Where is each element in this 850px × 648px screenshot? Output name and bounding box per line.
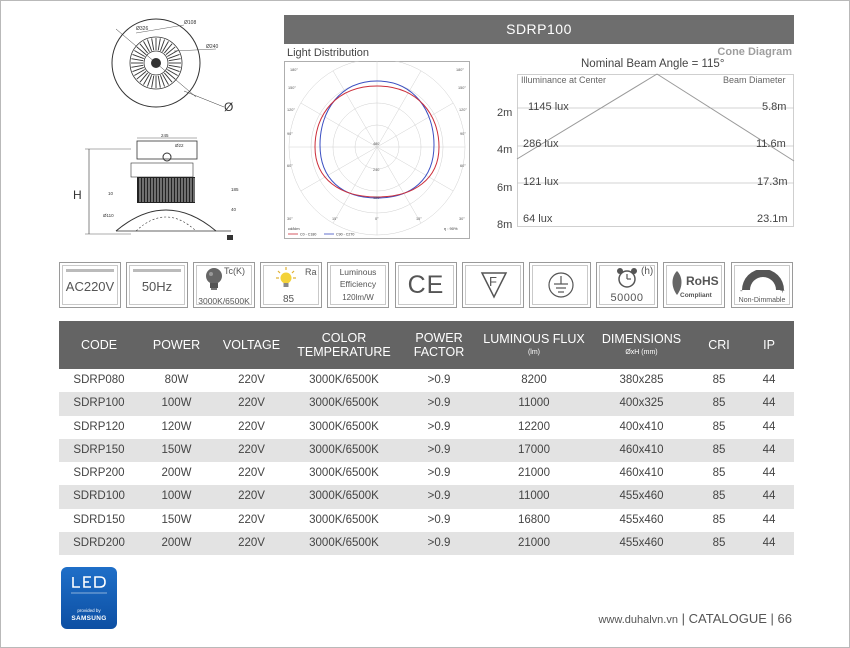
table-cell: 11000 [518, 397, 550, 410]
ra-value: 85 [283, 294, 295, 305]
table-cell: 120W [161, 420, 192, 433]
efficiency-box [327, 262, 389, 308]
table-cell: 3000K/6500K [309, 467, 379, 480]
table-cell: 100W [161, 490, 192, 503]
side-dim-label-3: 185 [231, 187, 239, 192]
table-cell: 150W [161, 443, 192, 456]
lifetime-value: 50000 [610, 292, 644, 304]
cone-distance-8m: 8m [497, 219, 513, 231]
table-cell: 85 [712, 374, 726, 386]
cone-distance-2m: 2m [497, 107, 513, 119]
table-row [59, 416, 794, 439]
table-header-label: CODE [80, 338, 118, 352]
frequency-box [126, 262, 188, 308]
side-view-drawing [71, 131, 246, 246]
table-header-cell [289, 321, 399, 369]
lifetime-unit: (h) [641, 266, 654, 277]
table-cell: 85 [712, 513, 726, 526]
color-temp-box [193, 262, 255, 308]
table-cell: SDRP150 [73, 443, 125, 456]
table-cell: 100W [161, 397, 192, 410]
table-cell: 85 [712, 490, 726, 503]
table-header-cell [589, 321, 694, 369]
table-cell: 220V [238, 420, 265, 433]
led-logo-icon [69, 573, 109, 603]
table-cell: 85 [712, 443, 726, 456]
table-cell: SDRD150 [73, 513, 125, 526]
spec-table [59, 321, 794, 555]
table-row [59, 439, 794, 462]
table-row [59, 392, 794, 415]
lifetime-box [596, 262, 658, 308]
angle-label-60-left: 60° [287, 164, 293, 168]
angle-label-180-left: 180° [290, 68, 298, 72]
ring-label-120: 120 [373, 196, 380, 200]
ring-label-480: 480 [373, 142, 380, 146]
table-cell: >0.9 [427, 467, 451, 480]
table-cell: 455x460 [619, 490, 664, 503]
cone-diameter-8m: 23.1m [757, 213, 788, 225]
cone-diameter-6m: 17.3m [757, 176, 788, 188]
angle-label-30-right: 30° [459, 217, 465, 221]
legend-c90-c270: C90 - C270 [336, 232, 355, 237]
table-header-unit: (lm) [527, 349, 541, 356]
badge-provided-by: provided by [77, 608, 101, 613]
table-cell: 455x460 [619, 537, 664, 550]
ground-box [529, 262, 591, 308]
table-cell: 3000K/6500K [309, 490, 379, 503]
table-cell: 44 [762, 420, 776, 433]
cone-col-illuminance: Illuminance at Center [521, 75, 607, 85]
side-dim-label-6: 40 [231, 207, 237, 212]
rohs-box [663, 262, 725, 308]
table-cell: 16800 [518, 513, 550, 526]
table-cell: 220V [238, 513, 265, 526]
efficiency-line1: Luminous [339, 267, 377, 277]
cone-diameter-4m: 11.6m [756, 138, 786, 150]
angle-label-15-left: 15° [332, 217, 338, 221]
table-row [59, 485, 794, 508]
table-cell: SDRP200 [73, 467, 125, 480]
table-cell: 80W [164, 374, 189, 386]
table-cell: 8200 [521, 374, 547, 386]
f-mark-letter: F [489, 274, 497, 289]
cri-box [260, 262, 322, 308]
color-temp-value: 3000K/6500K [198, 296, 250, 306]
table-cell: 85 [712, 537, 726, 550]
polar-efficiency: η : 90% [444, 226, 458, 231]
table-cell: 85 [712, 467, 726, 480]
table-header-cell [214, 321, 289, 369]
table-cell: SDRD200 [73, 537, 125, 550]
table-header-label: IP [763, 338, 775, 352]
table-cell: 455x460 [619, 513, 664, 526]
diameter-symbol: Ø [224, 100, 234, 114]
table-cell: 200W [161, 537, 192, 550]
rohs-label: RoHS [686, 274, 719, 288]
table-header-cell [139, 321, 214, 369]
cone-distance-4m: 4m [497, 144, 513, 156]
table-cell: 460x410 [619, 467, 664, 480]
table-cell: 21000 [518, 537, 550, 550]
table-cell: 44 [762, 397, 776, 410]
table-cell: SDRP100 [73, 397, 125, 410]
table-cell: >0.9 [427, 420, 451, 433]
table-cell: 400x325 [619, 397, 664, 410]
angle-label-180-right: 180° [456, 68, 464, 72]
legend-c0-c180: C0 - C180 [300, 232, 317, 237]
table-cell: SDRP080 [73, 374, 125, 386]
f-mark-box [462, 262, 524, 308]
table-cell: 44 [762, 490, 776, 503]
table-cell: SDRD100 [73, 490, 125, 503]
frequency-label: 50Hz [141, 279, 173, 294]
table-cell: 44 [762, 374, 776, 386]
side-dim-label-4: 10 [108, 191, 114, 196]
table-header-cell [694, 321, 744, 369]
angle-label-90-right: 90° [460, 132, 466, 136]
angle-label-120-left: 120° [287, 108, 295, 112]
table-cell: 12200 [518, 420, 550, 433]
table-cell: >0.9 [427, 374, 451, 386]
table-header-label: LUMINOUS FLUX [483, 332, 585, 346]
ra-label: Ra [305, 267, 317, 277]
footer-separator: | [681, 611, 685, 626]
table-cell: 220V [238, 490, 265, 503]
cone-diameter-2m: 5.8m [762, 101, 787, 113]
cone-lux-8m: 64 lux [523, 213, 553, 225]
table-cell: 3000K/6500K [309, 420, 379, 433]
top-dim-label-1: Ø326 [136, 26, 149, 32]
table-cell: 3000K/6500K [309, 374, 379, 386]
light-distribution-polar-plot [284, 61, 470, 239]
footer-page-number: 66 [777, 611, 792, 626]
dimmable-label: Non-Dimmable [738, 297, 786, 304]
height-symbol: H [73, 188, 82, 202]
table-cell: 3000K/6500K [309, 513, 379, 526]
angle-label-60-right: 60° [460, 164, 466, 168]
voltage-label: AC220V [65, 279, 115, 294]
table-header-label: CRI [708, 338, 730, 352]
table-cell: 3000K/6500K [309, 397, 379, 410]
side-dim-label-2: Ø22 [175, 143, 184, 148]
table-cell: 150W [161, 513, 192, 526]
table-header-label: POWER FACTOR [413, 331, 465, 359]
model-title-bar: SDRP100 [284, 15, 794, 44]
efficiency-line2: Efficiency [339, 279, 377, 289]
side-dim-label-5: Ø110 [103, 213, 114, 218]
table-row [59, 369, 794, 392]
dim-minus: - [740, 286, 743, 295]
table-cell: >0.9 [427, 513, 451, 526]
table-cell: >0.9 [427, 397, 451, 410]
bulb-ra-icon [275, 266, 297, 290]
nominal-beam-angle: Nominal Beam Angle = 115° [581, 58, 725, 70]
ground-symbol-icon [547, 271, 575, 299]
cone-lux-4m: 286 lux [523, 138, 559, 150]
table-cell: 85 [712, 397, 726, 410]
cone-col-diameter: Beam Diameter [723, 75, 786, 85]
table-header-cell [399, 321, 479, 369]
table-header-label: VOLTAGE [222, 338, 281, 352]
samsung-led-badge [61, 567, 117, 629]
table-cell: 220V [238, 374, 265, 386]
table-cell: 3000K/6500K [309, 443, 379, 456]
table-cell: 21000 [518, 467, 550, 480]
table-row [59, 532, 794, 555]
table-cell: 85 [712, 420, 726, 433]
top-view-drawing [106, 11, 236, 121]
table-header-label: POWER [152, 338, 201, 352]
cone-distance-6m: 6m [497, 182, 513, 194]
table-header-unit: ØxH (mm) [625, 349, 658, 356]
ring-label-240: 240 [373, 168, 380, 172]
top-dim-label-2: Ø108 [184, 20, 197, 26]
top-dim-label-3: Ø240 [206, 44, 219, 50]
dimmable-box [731, 262, 793, 308]
table-cell: >0.9 [427, 537, 451, 550]
rohs-sub: Compliant [680, 292, 712, 299]
angle-label-30-left: 30° [287, 217, 293, 221]
table-cell: 400x410 [619, 420, 664, 433]
table-header-cell [744, 321, 794, 369]
alarm-clock-icon [615, 266, 639, 290]
table-cell: 220V [238, 397, 265, 410]
polar-unit: cd/klm [288, 226, 300, 231]
table-cell: 220V [238, 537, 265, 550]
dim-plus: + [780, 286, 785, 295]
angle-label-150-left: 150° [288, 86, 296, 90]
cone-lux-2m: 1145 lux [528, 101, 569, 113]
angle-label-90-left: 90° [287, 132, 293, 136]
table-header-cell [479, 321, 589, 369]
footer-url[interactable]: www.duhalvn.vn [598, 614, 678, 626]
angle-label-0: 0° [375, 217, 379, 221]
table-cell: SDRP120 [73, 420, 125, 433]
table-row [59, 509, 794, 532]
table-header-cell [59, 321, 139, 369]
table-cell: 460x410 [619, 443, 664, 456]
table-cell: 380x285 [619, 374, 664, 386]
table-cell: >0.9 [427, 490, 451, 503]
voltage-box [59, 262, 121, 308]
color-temp-label: Tc(K) [224, 266, 245, 276]
spec-icon-row [59, 262, 795, 308]
table-cell: 44 [762, 443, 776, 456]
table-cell: 44 [762, 513, 776, 526]
page-footer [598, 611, 792, 626]
table-cell: 44 [762, 537, 776, 550]
footer-catalogue: CATALOGUE [688, 611, 767, 626]
angle-label-15-right: 15° [416, 217, 422, 221]
side-dim-label-1: 245 [161, 133, 169, 138]
table-cell: 17000 [518, 443, 550, 456]
table-body [59, 369, 794, 555]
angle-label-120-right: 120° [459, 108, 467, 112]
table-header-label: COLOR TEMPERATURE [297, 331, 391, 359]
cone-lux-6m: 121 lux [523, 176, 559, 188]
footer-separator-2: | [770, 611, 774, 626]
ce-box [395, 262, 457, 308]
cone-diagram-title: Cone Diagram [717, 46, 792, 58]
table-cell: 3000K/6500K [309, 537, 379, 550]
bulb-temp-icon [202, 266, 226, 292]
table-header [59, 321, 794, 369]
cone-diagram [493, 71, 795, 233]
efficiency-value: 120lm/W [342, 293, 374, 302]
table-cell: 220V [238, 443, 265, 456]
table-cell: 220V [238, 467, 265, 480]
table-cell: 44 [762, 467, 776, 480]
badge-brand: SAMSUNG [71, 615, 107, 622]
table-header-label: DIMENSIONS [601, 332, 682, 346]
table-cell: 11000 [518, 490, 550, 503]
table-cell: >0.9 [427, 443, 451, 456]
ce-mark-icon: CE [407, 271, 445, 299]
table-cell: 200W [161, 467, 192, 480]
light-distribution-title: Light Distribution [287, 47, 369, 59]
angle-label-150-right: 150° [458, 86, 466, 90]
table-row [59, 462, 794, 485]
